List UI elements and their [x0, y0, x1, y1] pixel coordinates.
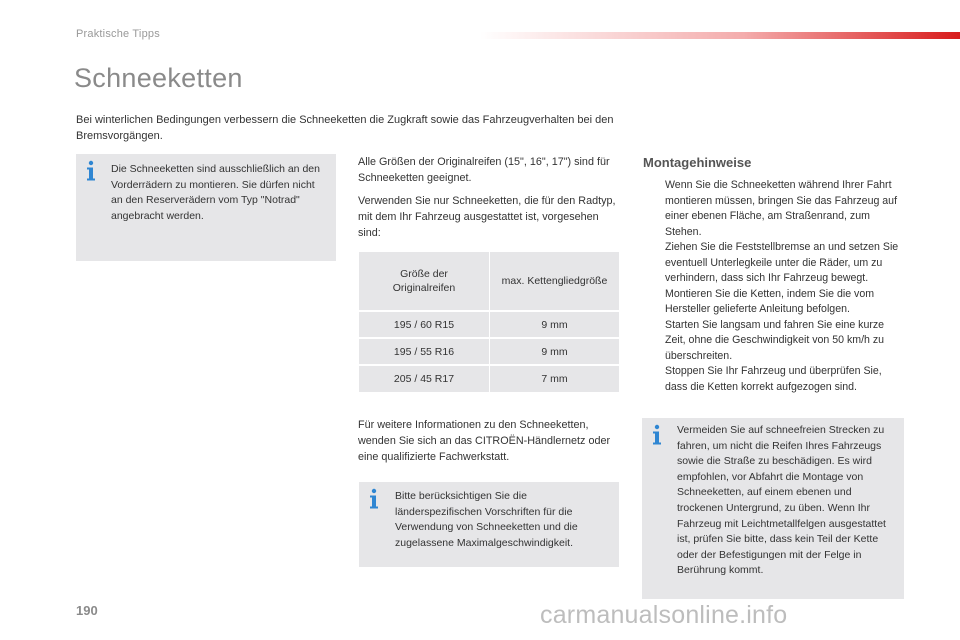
- note-front-text: Die Schneeketten sind ausschließlich an den Vorderrädern zu montieren. Sie dürfen nicht an den Reserverädern vom Typ "Notrad" angebracht werden.: [111, 163, 320, 222]
- info-icon: [84, 160, 98, 182]
- montage-list: [643, 178, 905, 395]
- table-header-max-link: max. Kettengliedgröße: [501, 275, 608, 287]
- table-cell-tire: 195 / 55 R16: [393, 345, 455, 358]
- info-icon: [650, 424, 664, 446]
- list-item: [643, 318, 905, 365]
- table-cell-tire: 205 / 45 R17: [393, 373, 455, 385]
- table-cell-tire: 195 / 60 R15: [393, 318, 455, 331]
- table-column-divider: [489, 252, 490, 392]
- section-label: Praktische Tipps: [76, 28, 160, 40]
- header-accent-line: [480, 32, 960, 39]
- list-item-text: Wenn Sie die Schneeketten während Ihrer Fahrt montieren müssen, bringen Sie das Fahrzeug auf einer ebenen Fläche, am Straßenrand, zum Stehen.: [665, 179, 898, 238]
- note-legal: [359, 482, 619, 567]
- list-item-text: Montieren Sie die Ketten, indem Sie die vom Hersteller gelieferte Anleitung befolgen.: [665, 287, 875, 315]
- page-title: Schneeketten: [74, 63, 243, 93]
- note-front-wheels: [76, 154, 336, 261]
- note-avoid-text: Vermeiden Sie auf schneefreien Strecken zu fahren, um nicht die Reifen Ihres Fahrzeugs sowie die Straße zu beschädigen. Es wird empfohlen, vor Abfahrt die Montage von Schneeketten, auf einem ebenen und trockenen Untergrund, zu üben. Wenn Ihr Fahrzeug mit Leichtmetallfelgen ausgestattet ist, prüfen Sie bitte, dass kein Teil der Kette oder der Befestigungen mit der Felge in Berührung kommt.: [677, 424, 886, 577]
- info-icon: [367, 488, 381, 510]
- intro-paragraph: Bei winterlichen Bedingungen verbessern die Schneeketten die Zugkraft sowie das Fahrzeugverhalten bei den Bremsvorgängen.: [76, 114, 614, 142]
- list-item-text: Stoppen Sie Ihr Fahrzeug und überprüfen Sie, dass die Ketten korrekt aufgezogen sind.: [665, 365, 882, 393]
- sizes-paragraph: Alle Größen der Originalreifen (15", 16", 17") sind für Schneeketten geeignet.: [358, 156, 610, 184]
- note-avoid-snowfree: [642, 418, 904, 599]
- list-item-text: Starten Sie langsam und fahren Sie eine kurze Zeit, ohne die Geschwindigkeit von 50 km/h zu überschreiten.: [665, 318, 885, 362]
- table-cell-link: 9 mm: [541, 318, 568, 331]
- table-header-tire-size: Größe der Originalreifen: [392, 268, 456, 294]
- page-number: 190: [76, 603, 98, 618]
- watermark: carmanualsonline.info: [540, 601, 788, 629]
- list-item: [643, 287, 905, 318]
- table-cell-link: 9 mm: [541, 345, 568, 358]
- list-item: [643, 178, 905, 240]
- list-item-text: Ziehen Sie die Feststellbremse an und setzen Sie eventuell Unterlegkeile unter die Räder, um zu verhindern, dass sich Ihr Fahrzeug bewegt.: [665, 241, 899, 284]
- note-legal-text: Bitte berücksichtigen Sie die länderspezifischen Vorschriften für die Verwendung von Schneeketten und die zugelassene Maximalgeschwindigkeit.: [395, 490, 578, 549]
- montage-heading: Montagehinweise: [643, 155, 752, 170]
- tire-chain-table: [359, 252, 619, 392]
- list-item: [643, 364, 905, 395]
- table-cell-link: 7 mm: [541, 373, 568, 385]
- more-info-paragraph: Für weitere Informationen zu den Schneeketten, wenden Sie sich an das CITROËN-Händlernetz oder eine qualifizierte Fachwerkstatt.: [358, 419, 611, 463]
- chains-paragraph: Verwenden Sie nur Schneeketten, die für den Radtyp, mit dem Ihr Fahrzeug ausgestattet ist, vorgesehen sind:: [358, 195, 616, 239]
- list-item: [643, 240, 905, 287]
